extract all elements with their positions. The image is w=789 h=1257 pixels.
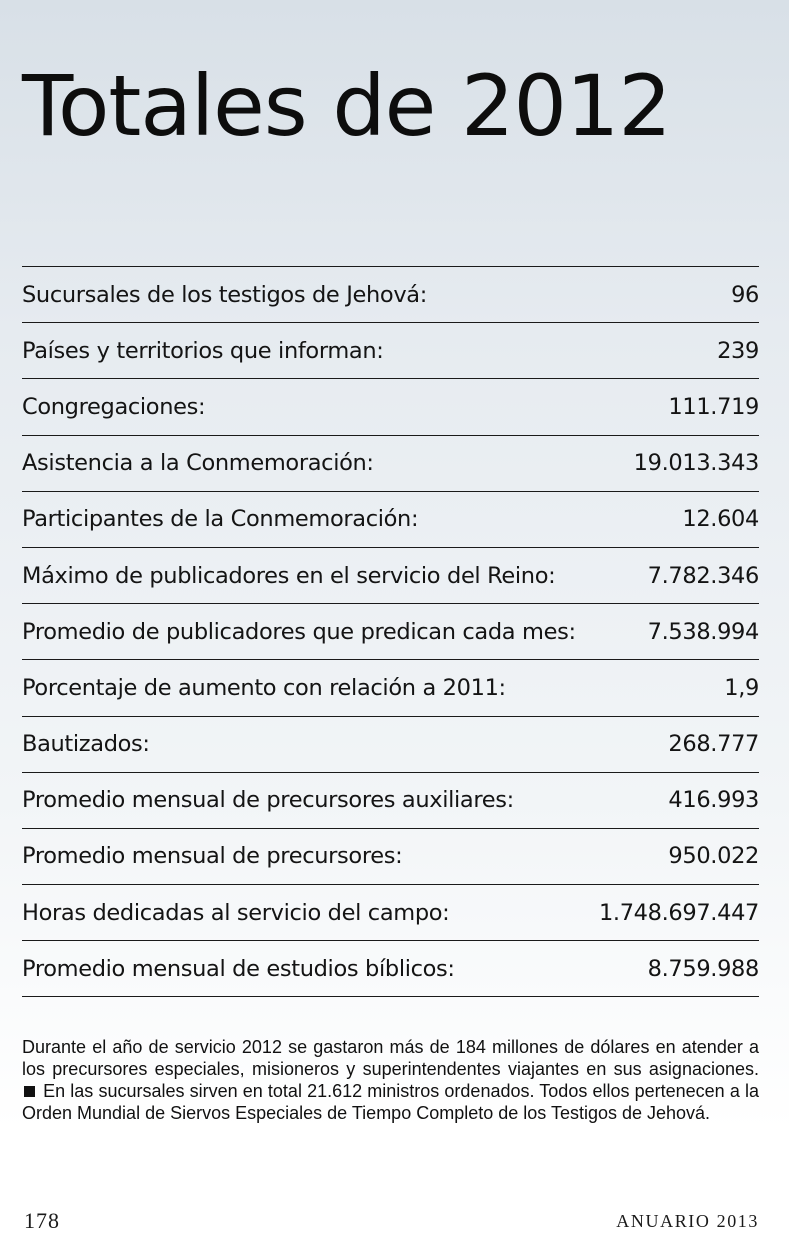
stat-label: Porcentaje de aumento con relación a 2011: [22,674,506,701]
footnote-text-expenses: Durante el año de servicio 2012 se gastaron más de 184 millones de dólares en atender a los precursores especiales, misioneros y superintendentes viajantes en sus asignaciones. [22,1037,759,1079]
stat-row [22,829,759,885]
stat-row [22,885,759,941]
stat-label: Asistencia a la Conmemoración: [22,450,374,477]
footnote-text-ministers: En las sucursales sirven en total 21.612 ministros ordenados. Todos ellos pertenecen a la Orden Mundial de Siervos Especiales de Tiempo Completo de los Testigos de Jehová. [22,1081,759,1123]
stat-row [22,660,759,716]
stat-label: Bautizados: [22,731,150,758]
stat-row [22,717,759,773]
stat-label: Sucursales de los testigos de Jehová: [22,281,427,308]
stat-row [22,436,759,492]
stat-row [22,548,759,604]
stat-label: Promedio mensual de precursores: [22,843,403,870]
stat-row [22,941,759,997]
publication-title: ANUARIO 2013 [616,1211,759,1231]
stats-table [22,266,759,997]
stat-label: Promedio de publicadores que predican cada mes: [22,618,576,645]
stat-value: 950.022 [668,843,759,870]
stat-value: 239 [717,337,759,364]
stat-row [22,604,759,660]
stat-row [22,773,759,829]
stat-value: 96 [731,281,759,308]
stat-value: 1.748.697.447 [598,899,759,926]
page-number: 178 [24,1208,60,1233]
stat-row [22,267,759,323]
stat-label: Congregaciones: [22,393,206,420]
black-square-icon [24,1086,35,1097]
stat-value: 8.759.988 [647,955,759,982]
stat-value: 19.013.343 [633,450,759,477]
stat-label: Máximo de publicadores en el servicio del Reino: [22,562,556,589]
stat-value: 7.538.994 [647,618,759,645]
stat-label: Promedio mensual de estudios bíblicos: [22,955,455,982]
stat-value: 7.782.346 [647,562,759,589]
stat-label: Países y territorios que informan: [22,337,384,364]
footnote-paragraph [22,1036,759,1124]
stat-label: Promedio mensual de precursores auxiliares: [22,787,514,814]
page-title: Totales de 2012 [22,57,671,155]
stat-value: 268.777 [668,731,759,758]
stat-value: 1,9 [724,674,759,701]
stat-value: 416.993 [668,787,759,814]
stat-label: Horas dedicadas al servicio del campo: [22,899,450,926]
stat-row [22,492,759,548]
stat-row [22,379,759,435]
stat-label: Participantes de la Conmemoración: [22,506,419,533]
stat-row [22,323,759,379]
stat-value: 12.604 [682,506,759,533]
stat-value: 111.719 [668,393,759,420]
